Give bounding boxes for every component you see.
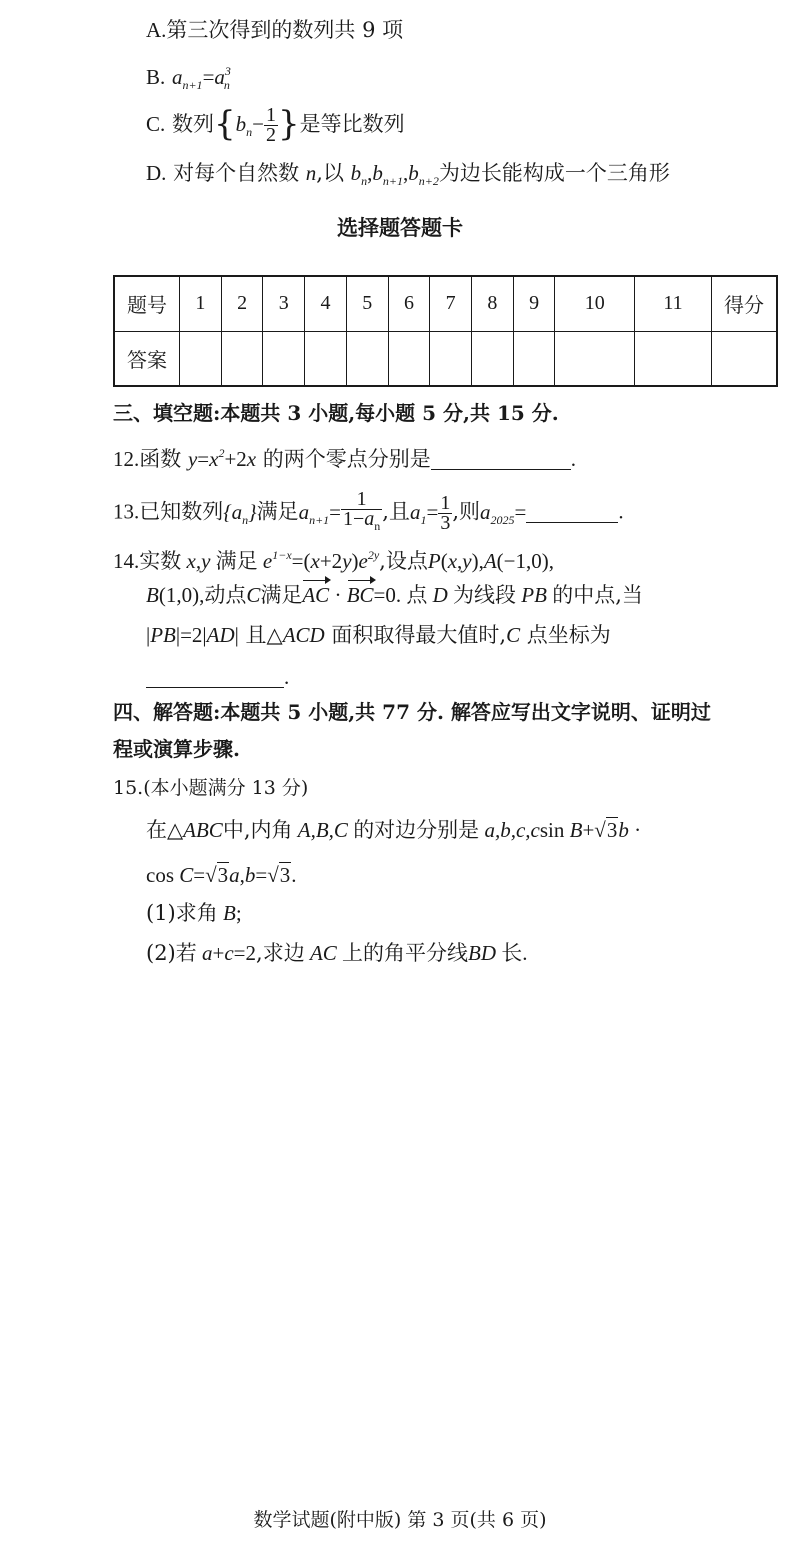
question-number-cell: 1 [180, 276, 222, 331]
page-footer: 数学试题(附中版) 第 3 页(共 6 页) [253, 1509, 547, 1531]
q12-suffix: 的两个零点分别是 [262, 447, 431, 471]
q14-text2: 满足 [215, 549, 258, 573]
question-13: 13.已知数列$\{a_n\}$满足$a_{n+1}=$ $\frac{1}{1-a_n}$ ,且$a_1=$ $\frac{1}{3}$ ,则$a_{2025}=$ . [113, 490, 624, 536]
option-d-suffix: 为边长能构成一个三角形 [438, 161, 670, 185]
q13-initial: $a_1=$ [409, 499, 439, 527]
option-b-formula: $a_{n+1}=a^3_n$ [171, 64, 231, 92]
q15-intro: 在 [146, 818, 167, 842]
q12-number: 12. [113, 447, 140, 471]
answer-card-table [113, 275, 778, 387]
q13-answer-blank[interactable] [526, 500, 618, 523]
q13-number: 13. [113, 499, 140, 524]
q14-text3: ,设点 [379, 549, 428, 573]
q15-condition: a,b,c,c [479, 818, 540, 842]
option-d [146, 158, 670, 196]
row-label-number: 题号 [114, 276, 180, 331]
q14-text4: 动点 [204, 583, 247, 607]
q14-text11: 点坐标为 [526, 623, 611, 647]
option-a-label: A. [146, 18, 167, 42]
q13-prefix: 已知数列 [139, 499, 224, 524]
section4-heading-line1: 四、解答题:本题共 5 小题,共 77 分. 解答应写出文字说明、证明过 [113, 700, 711, 724]
q15-part2-suffix: 上的角平分线 [342, 941, 469, 965]
q14-text7: 为线段 [453, 583, 517, 607]
q15-intro3: 的对边分别是 [353, 818, 480, 842]
q12-prefix: 函数 [139, 447, 182, 471]
q13-sequence: $\{a_n\}$ [223, 499, 257, 527]
left-brace: { [213, 104, 236, 144]
answer-cell[interactable] [472, 331, 514, 386]
q14-text1: 实数 [139, 549, 182, 573]
question-number-cell: 6 [388, 276, 430, 331]
option-d-label: D. [146, 161, 167, 185]
option-b-label: B. [146, 65, 166, 89]
q15-line1: 在△ABC中,内角 A,B,C 的对边分别是 a,b,c,csin B+√3b · [146, 818, 642, 842]
question-number-cell: 10 [555, 276, 635, 331]
question-number-cell: 3 [263, 276, 305, 331]
score-cell[interactable] [712, 331, 778, 386]
q15-line2: cos C=√3a,b=√3. [146, 863, 297, 887]
q15-part2: (2)若 a+c=2,求边 AC 上的角平分线BD 长. [146, 941, 528, 965]
q15-part1-label: (1)求角 [146, 901, 218, 925]
answer-cell[interactable] [430, 331, 472, 386]
question-number-cell: 2 [221, 276, 263, 331]
option-c-label: C. [146, 112, 166, 136]
q12-answer-blank[interactable] [431, 447, 571, 470]
vector-bc: BC [347, 583, 374, 607]
fraction-one-third: $\frac{1}{3}$ [440, 491, 451, 534]
question-number-cell: 11 [635, 276, 712, 331]
question-number-cell: 9 [513, 276, 555, 331]
option-c-prefix: 数列 [171, 112, 214, 136]
question-14-line2: B(1,0),动点C满足AC · BC=0. 点 D 为线段 PB 的中点,当 [146, 580, 643, 610]
q13-mid1: 满足 [256, 499, 299, 524]
answer-cell[interactable] [263, 331, 305, 386]
q15-intro2: 中,内角 [222, 818, 293, 842]
vector-ac: AC [302, 583, 329, 607]
option-a [146, 15, 403, 45]
answer-cell[interactable] [388, 331, 430, 386]
var-n: n [305, 161, 317, 185]
answer-cell[interactable] [346, 331, 388, 386]
answer-cell[interactable] [180, 331, 222, 386]
q14-text9: 且 [245, 623, 267, 647]
q15-header: 15.(本小题满分 13 分) [113, 777, 309, 799]
answer-card-number-row [114, 276, 777, 331]
answer-cell[interactable] [305, 331, 347, 386]
answer-cell[interactable] [635, 331, 712, 386]
fraction-one-half: $\frac{1}{2}$ [265, 104, 276, 146]
answer-card-title: 选择题答题卡 [337, 215, 463, 240]
answer-cell[interactable] [555, 331, 635, 386]
question-14-line3: |PB|=2|AD| 且△ACD 面积取得最大值时,C 点坐标为 [146, 623, 611, 647]
q14-answer-blank[interactable] [146, 665, 284, 688]
answer-card-answer-row [114, 331, 777, 386]
answer-cell[interactable] [221, 331, 263, 386]
option-d-prefix: 对每个自然数 [173, 161, 300, 185]
question-14-line4: . [146, 662, 289, 692]
q13-mid3: ,则 [452, 499, 481, 524]
q13-target: $a_{2025}=$ [480, 499, 527, 527]
question-number-cell: 4 [305, 276, 347, 331]
section4-heading-line2: 程或演算步骤. [113, 737, 240, 761]
q14-text10: 面积取得最大值时, [331, 623, 507, 647]
right-brace: } [277, 104, 300, 144]
q13-mid2: ,且 [382, 499, 410, 524]
option-c [146, 106, 405, 147]
option-d-mid: ,以 [316, 161, 344, 185]
row-label-answer: 答案 [114, 331, 180, 386]
answer-cell[interactable] [513, 331, 555, 386]
question-number-cell: 8 [472, 276, 514, 331]
q12-formula: $y=x^2+2x$ [187, 446, 257, 471]
q14-number: 14. [113, 549, 140, 573]
question-number-cell: 7 [430, 276, 472, 331]
question-number-cell: 5 [346, 276, 388, 331]
q14-text6: 点 [406, 583, 428, 607]
option-c-formula: $b_n-$ [235, 112, 264, 139]
score-label-cell: 得分 [712, 276, 778, 331]
option-a-text: 第三次得到的数列共 9 项 [166, 18, 404, 42]
q14-text5: 满足 [260, 583, 303, 607]
option-d-sides: $b_n,b_{n+1},b_{n+2}$ [350, 161, 439, 188]
q13-fraction: $\frac{1}{1-a_n}$ [341, 490, 382, 536]
section3-heading: 三、填空题:本题共 3 小题,每小题 5 分,共 15 分. [113, 401, 559, 425]
q15-part2-mid: ,求边 [256, 941, 305, 965]
q14-text8: 的中点,当 [552, 583, 643, 607]
question-14-line1: 14.实数 x,y 满足 $e^{1-x}=(x+2y)e^{2y}$,设点P(x,y),A(−1,0), [113, 548, 555, 573]
q15-part2-label: (2)若 [146, 941, 197, 965]
q15-part1: (1)求角 B; [146, 901, 242, 925]
q13-recurrence: $a_{n+1}=$ [298, 499, 342, 527]
question-12: 12.函数 $y=x^2+2x$ 的两个零点分别是 . [113, 446, 577, 471]
option-b [146, 56, 230, 100]
option-c-suffix: 是等比数列 [299, 112, 405, 136]
q14-equation: $e^{1-x}=(x+2y)e^{2y}$ [257, 548, 380, 573]
